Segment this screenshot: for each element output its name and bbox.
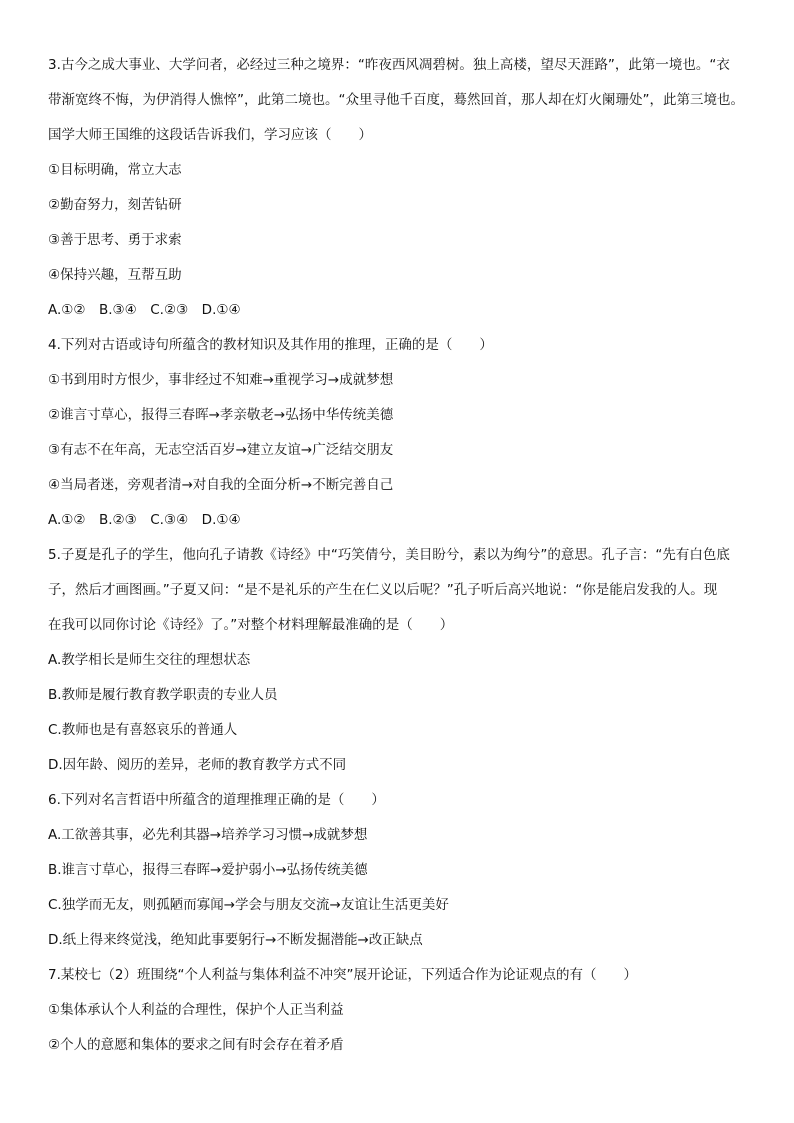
question-3-options: A.①② B.③④ C.②③ D.①④ xyxy=(48,302,241,318)
question-5-stem-line-1: 5.子夏是孔子的学生，他向孔子请教《诗经》中“巧笑倩兮，美目盼兮，素以为绚兮”的意思。孔子言：“先有白色底 xyxy=(48,547,730,563)
question-3-item-4: ④保持兴趣，互帮互助 xyxy=(48,267,182,283)
question-3-stem-line-3: 国学大师王国维的这段话告诉我们，学习应该（ ） xyxy=(48,127,372,143)
question-5-option-d: D.因年龄、阅历的差异，老师的教育教学方式不同 xyxy=(48,757,347,773)
question-5-stem-line-2: 子，然后才画图画。”子夏又问：“是不是礼乐的产生在仁义以后呢？”孔子听后高兴地说：“你是能启发我的人。现 xyxy=(48,582,718,598)
question-4-stem: 4.下列对古语或诗句所蕴含的教材知识及其作用的推理，正确的是（ ） xyxy=(48,337,493,353)
question-7-item-1: ①集体承认个人利益的合理性，保护个人正当利益 xyxy=(48,1002,344,1018)
question-7 xyxy=(48,966,764,1055)
question-4-item-2: ②谁言寸草心，报得三春晖→孝亲敬老→弘扬中华传统美德 xyxy=(48,407,394,423)
question-6-stem: 6.下列对名言哲语中所蕴含的道理推理正确的是（ ） xyxy=(48,792,385,808)
question-6-option-d: D.纸上得来终觉浅，绝知此事要躬行→不断发掘潜能→改正缺点 xyxy=(48,932,423,948)
question-6-option-b: B.谁言寸草心，报得三春晖→爱护弱小→弘扬传统美德 xyxy=(48,862,368,878)
question-4-item-3: ③有志不在年高，无志空活百岁→建立友谊→广泛结交朋友 xyxy=(48,442,394,458)
question-5-option-c: C.教师也是有喜怒哀乐的普通人 xyxy=(48,722,238,738)
question-3-item-3: ③善于思考、勇于求索 xyxy=(48,232,182,248)
question-5-stem-line-3: 在我可以同你讨论《诗经》了。”对整个材料理解最准确的是（ ） xyxy=(48,617,454,633)
question-5-option-b: B.教师是履行教育教学职责的专业人员 xyxy=(48,687,278,703)
exam-page xyxy=(48,56,764,1055)
question-4-item-4: ④当局者迷，旁观者清→对自我的全面分析→不断完善自己 xyxy=(48,477,394,493)
question-4-item-1: ①书到用时方恨少，事非经过不知难→重视学习→成就梦想 xyxy=(48,372,394,388)
question-5-option-a: A.教学相长是师生交往的理想状态 xyxy=(48,652,251,668)
question-3 xyxy=(48,56,764,320)
question-4 xyxy=(48,336,764,530)
question-7-item-2: ②个人的意愿和集体的要求之间有时会存在着矛盾 xyxy=(48,1037,344,1053)
question-6-option-c: C.独学而无友，则孤陋而寡闻→学会与朋友交流→友谊让生活更美好 xyxy=(48,897,449,913)
question-6 xyxy=(48,791,764,950)
question-3-stem-line-2: 带渐宽终不悔，为伊消得人憔悴”，此第二境也。“众里寻他千百度，蓦然回首，那人却在灯火阑珊处”，此第三境也。 xyxy=(48,92,744,108)
question-3-item-2: ②勤奋努力，刻苦钻研 xyxy=(48,197,182,213)
question-6-option-a: A.工欲善其事，必先利其器→培养学习习惯→成就梦想 xyxy=(48,827,368,843)
question-3-item-1: ①目标明确，常立大志 xyxy=(48,162,182,178)
question-4-options: A.①② B.②③ C.③④ D.①④ xyxy=(48,512,241,528)
question-5 xyxy=(48,546,764,775)
question-7-stem: 7.某校七（2）班围绕“个人利益与集体利益不冲突”展开论证，下列适合作为论证观点的有（ ） xyxy=(48,967,637,983)
question-3-stem-line-1: 3.古今之成大事业、大学问者，必经过三种之境界：“昨夜西风凋碧树。独上高楼，望尽天涯路”，此第一境也。“衣 xyxy=(48,57,730,73)
